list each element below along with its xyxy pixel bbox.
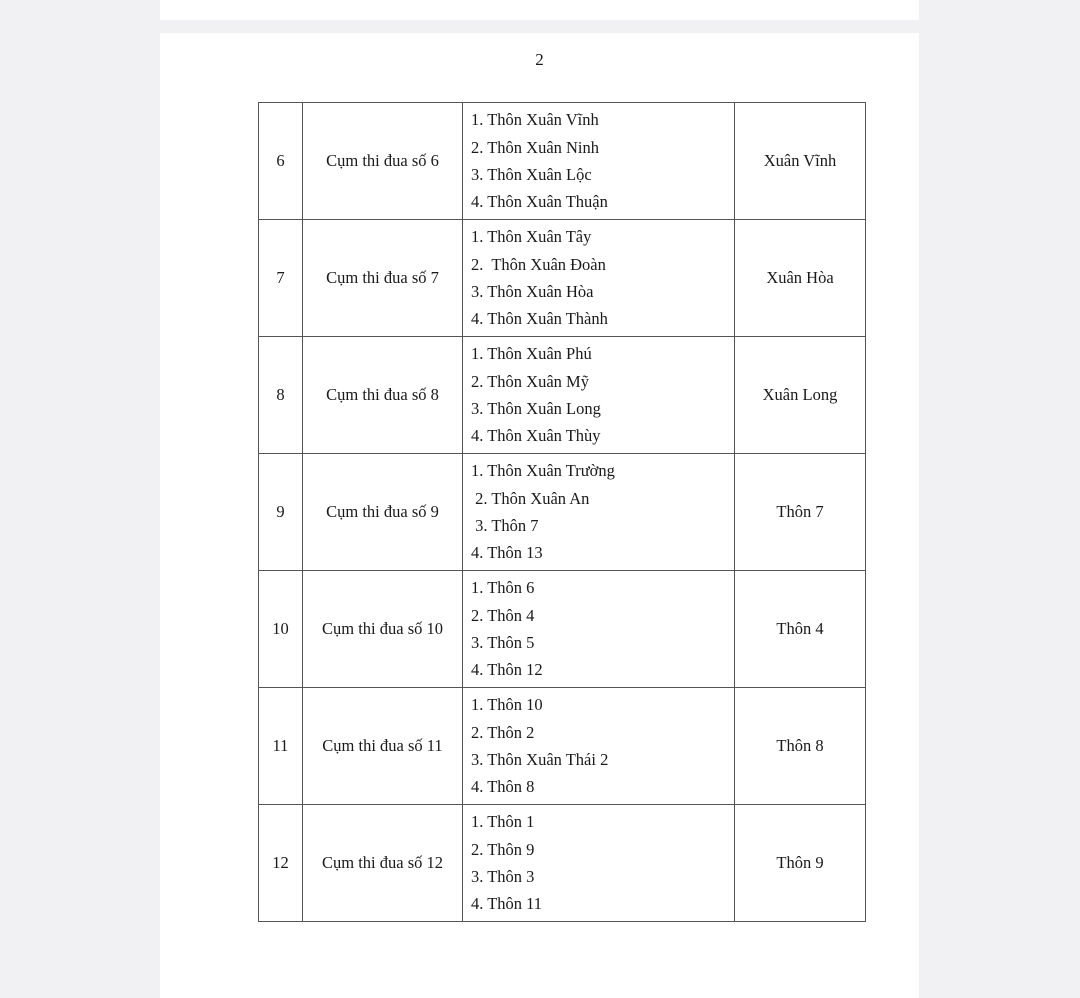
village-list [463, 688, 735, 805]
row-number: 7 [259, 220, 303, 337]
village-item: 1. Thôn Xuân Trường [471, 461, 615, 481]
cluster-table [258, 102, 866, 922]
lead-village: Thôn 4 [735, 571, 866, 688]
lead-village: Xuân Hòa [735, 220, 866, 337]
village-item: 2. Thôn 9 [471, 839, 535, 859]
village-item: 4. Thôn 13 [471, 543, 543, 563]
village-item: 3. Thôn 5 [471, 633, 535, 652]
village-item: 3. Thôn Xuân Thái 2 [471, 750, 609, 769]
village-item: 4. Thôn 11 [471, 894, 543, 914]
village-item: 1. Thôn Xuân Tây [471, 227, 592, 247]
cluster-name: Cụm thi đua số 9 [303, 454, 463, 571]
table-row [259, 337, 866, 454]
village-item: 4. Thôn Xuân Thuận [471, 192, 608, 212]
village-item: 4. Thôn Xuân Thùy [471, 426, 601, 446]
village-item: 4. Thôn Xuân Thành [471, 309, 608, 329]
cluster-name: Cụm thi đua số 6 [303, 103, 463, 220]
village-item: 2. Thôn Xuân An [471, 488, 590, 508]
village-list [463, 103, 735, 220]
village-list [463, 571, 735, 688]
village-item: 4. Thôn 8 [471, 777, 535, 797]
table-row [259, 454, 866, 571]
table-row [259, 571, 866, 688]
lead-village: Thôn 7 [735, 454, 866, 571]
village-item: 2. Thôn 4 [471, 605, 535, 625]
cluster-name: Cụm thi đua số 12 [303, 805, 463, 922]
village-item: 1. Thôn Xuân Vĩnh [471, 110, 599, 130]
village-item: 3. Thôn 3 [471, 867, 535, 886]
village-item: 3. Thôn Xuân Long [471, 399, 601, 418]
village-item: 1. Thôn 10 [471, 695, 543, 715]
village-item: 3. Thôn Xuân Lộc [471, 165, 592, 184]
village-list [463, 220, 735, 337]
cluster-name: Cụm thi đua số 11 [303, 688, 463, 805]
lead-village: Xuân Vĩnh [735, 103, 866, 220]
village-list [463, 337, 735, 454]
table-row [259, 220, 866, 337]
table-row [259, 688, 866, 805]
village-item: 2. Thôn Xuân Mỹ [471, 371, 589, 391]
cluster-name: Cụm thi đua số 7 [303, 220, 463, 337]
village-item: 3. Thôn Xuân Hòa [471, 282, 594, 301]
cluster-name: Cụm thi đua số 10 [303, 571, 463, 688]
row-number: 12 [259, 805, 303, 922]
cluster-name: Cụm thi đua số 8 [303, 337, 463, 454]
row-number: 6 [259, 103, 303, 220]
lead-village: Thôn 8 [735, 688, 866, 805]
village-item: 3. Thôn 7 [471, 516, 539, 535]
page-number: 2 [535, 50, 544, 69]
table-row [259, 805, 866, 922]
document-page [160, 33, 919, 998]
village-item: 2. Thôn Xuân Ninh [471, 137, 600, 157]
previous-page-edge [160, 0, 919, 20]
village-item: 1. Thôn 1 [471, 812, 535, 832]
village-item: 4. Thôn 12 [471, 660, 543, 680]
village-item: 2. Thôn Xuân Đoàn [471, 254, 606, 274]
table-row [259, 103, 866, 220]
row-number: 11 [259, 688, 303, 805]
lead-village: Xuân Long [735, 337, 866, 454]
lead-village: Thôn 9 [735, 805, 866, 922]
row-number: 9 [259, 454, 303, 571]
row-number: 10 [259, 571, 303, 688]
village-list [463, 805, 735, 922]
village-item: 2. Thôn 2 [471, 722, 535, 742]
village-list [463, 454, 735, 571]
row-number: 8 [259, 337, 303, 454]
village-item: 1. Thôn Xuân Phú [471, 344, 592, 364]
village-item: 1. Thôn 6 [471, 578, 535, 598]
